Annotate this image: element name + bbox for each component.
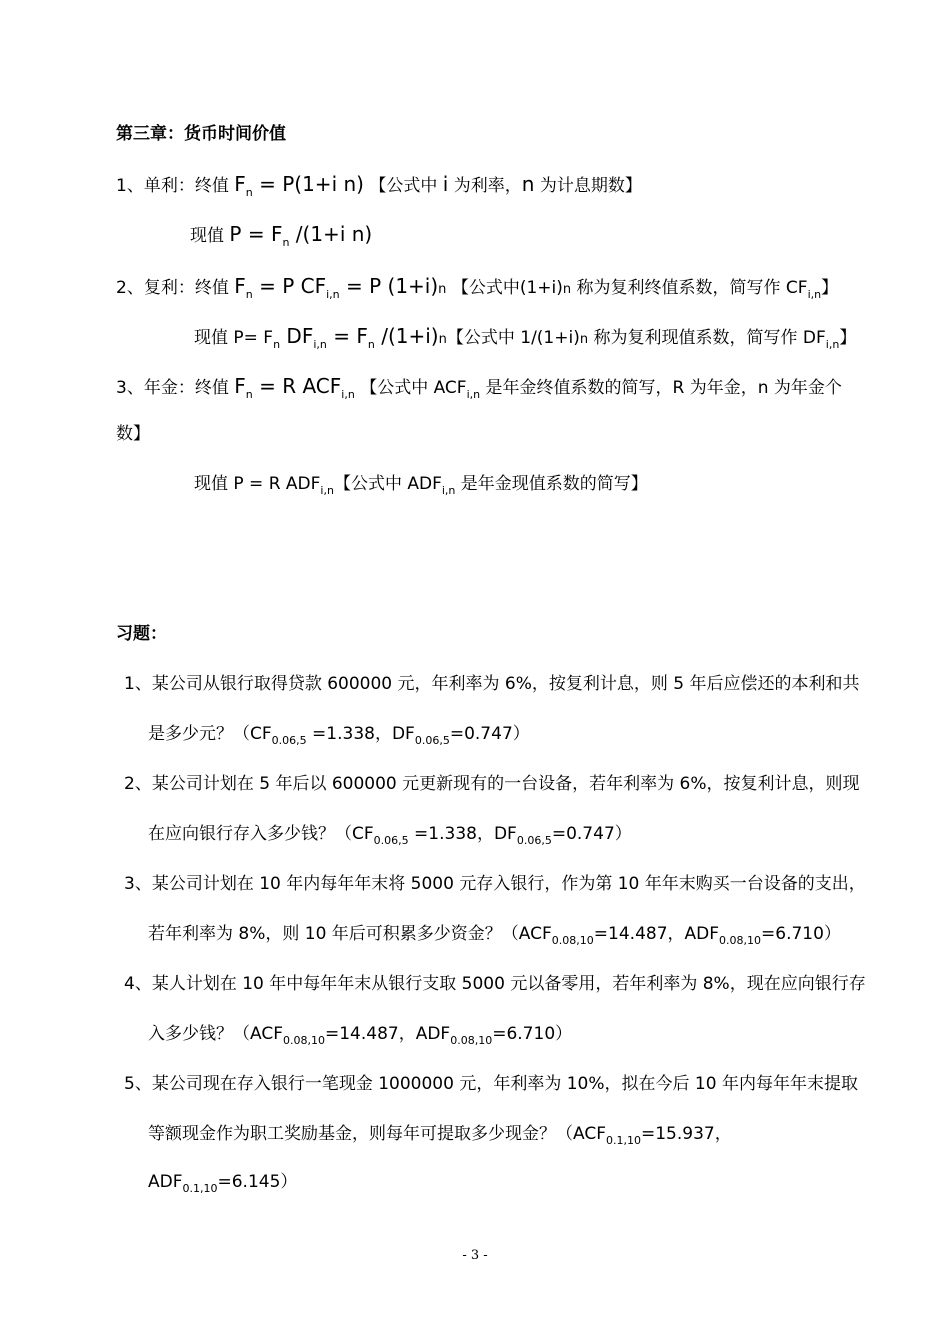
note: 【公式中 ACF	[354, 378, 467, 398]
text: =1.338，DF	[306, 724, 415, 744]
subscript: 0.08,10	[551, 934, 594, 947]
exercise-2-line1: 2、某公司计划在 5 年后以 600000 元更新现有的一台设备，若年利率为 6%，按复利计息，则现	[124, 774, 860, 794]
subscript: n	[245, 186, 253, 199]
text: =14.487，ADF	[324, 1024, 451, 1044]
exponent: n	[579, 332, 589, 347]
subscript: 0.08,10	[719, 934, 762, 947]
note: 】	[839, 328, 857, 348]
note: 称为复利现值系数，简写作 DF	[588, 328, 826, 348]
subscript: 0.06,5	[271, 734, 307, 747]
text: 是多少元？（CF	[148, 724, 272, 744]
exponent: n	[562, 282, 572, 297]
symbol-F: F	[234, 172, 246, 196]
text: =6.145）	[217, 1172, 298, 1192]
subscript: n	[245, 288, 253, 301]
exercise-5-line2	[148, 1120, 732, 1148]
text: =14.487，ADF	[593, 924, 720, 944]
text: =15.937，	[640, 1124, 732, 1144]
formula-simple	[116, 170, 642, 200]
text: =6.710）	[761, 924, 841, 944]
exercise-4-line1: 4、某人计划在 10 年中每年年末从银行支取 5000 元以备零用，若年利率为 8%，现在应向银行存	[124, 974, 866, 994]
text: 在应向银行存入多少钱？（CF	[148, 824, 374, 844]
subscript: i,n	[441, 484, 456, 497]
formula-prefix: 1、单利：终值	[116, 176, 235, 196]
exercise-5-line3	[148, 1168, 297, 1196]
text: =6.710）	[492, 1024, 573, 1044]
formula-eq: = P (1+i)	[339, 274, 439, 298]
subscript: i,n	[320, 484, 334, 497]
note: 【公式中 1/(1+i)	[446, 328, 580, 348]
formula-expr: /(1+i n)	[289, 222, 373, 246]
formula-simple-pv	[190, 220, 372, 250]
subscript: i,n	[466, 388, 481, 401]
formula-prefix: 3、年金：终值	[116, 378, 235, 398]
note: 【公式中(1+i)	[446, 278, 563, 298]
text: 入多少钱？（ACF	[148, 1024, 283, 1044]
text: 若年利率为 8%，则 10 年后可积累多少资金？（ACF	[148, 924, 552, 944]
symbol-n: n	[521, 172, 535, 196]
subscript: n	[245, 388, 253, 401]
exercise-1-line1: 1、某公司从银行取得贷款 600000 元，年利率为 6%，按复利计息，则 5 年后应偿还的本利和共	[124, 674, 860, 694]
formula-eq: = P	[252, 172, 295, 196]
exercises-title: 习题：	[116, 624, 167, 644]
subscript: i,n	[825, 338, 840, 351]
text: ADF	[148, 1172, 183, 1192]
text: =1.338，DF	[408, 824, 517, 844]
pv-label: 现值 P= F	[194, 328, 274, 348]
text: =0.747）	[551, 824, 632, 844]
exercise-1-line2	[148, 720, 530, 748]
subscript: n	[282, 236, 290, 249]
note: 为利率，	[448, 176, 522, 196]
formula-compound	[116, 272, 838, 304]
exponent: n	[438, 332, 447, 347]
formula-eq: = R ACF	[252, 374, 342, 398]
formula-prefix: 2、复利：终值	[116, 278, 235, 298]
note: 是年金现值系数的简写】	[455, 474, 648, 494]
note: 称为复利终值系数，简写作 CF	[571, 278, 808, 298]
symbol-i: i	[442, 172, 449, 196]
note: 【公式中	[369, 176, 443, 196]
subscript: i,n	[326, 288, 340, 301]
subscript: i,n	[313, 338, 327, 351]
text: =0.747）	[449, 724, 530, 744]
symbol-F: F	[234, 374, 246, 398]
page-number: - 3 -	[462, 1248, 488, 1263]
subscript: 0.1,10	[182, 1182, 218, 1195]
formula-expr: (1+i n)	[294, 172, 364, 196]
note: 为计息期数】	[534, 176, 642, 196]
formula-eq: = F	[326, 324, 368, 348]
symbol-F: F	[234, 274, 246, 298]
formula-annuity-pv	[194, 470, 648, 498]
text: 等额现金作为职工奖励基金，则每年可提取多少现金？（ACF	[148, 1124, 606, 1144]
note: 【公式中 ADF	[333, 474, 442, 494]
exercise-2-line2	[148, 820, 632, 848]
subscript: 0.08,10	[282, 1034, 325, 1047]
formula-eq: DF	[280, 324, 314, 348]
exercise-3-line2	[148, 920, 841, 948]
subscript: 0.06,5	[373, 834, 409, 847]
subscript: i,n	[341, 388, 355, 401]
subscript: 0.06,5	[516, 834, 552, 847]
exercise-3-line1: 3、某公司计划在 10 年内每年年末将 5000 元存入银行，作为第 10 年年末购买一台设备的支出，	[124, 874, 866, 894]
subscript: 0.08,10	[450, 1034, 493, 1047]
note: 】	[821, 278, 839, 298]
exponent: n	[438, 282, 447, 297]
formula-expr: /(1+i)	[374, 324, 439, 348]
formula-eq: P = F	[229, 222, 283, 246]
exercise-5-line1: 5、某公司现在存入银行一笔现金 1000000 元，年利率为 10%，拟在今后 10 年内每年年末提取	[124, 1074, 858, 1094]
formula-annuity	[116, 372, 842, 402]
pv-label: 现值	[190, 226, 230, 246]
subscript: 0.1,10	[605, 1134, 641, 1147]
pv-label: 现值 P = R ADF	[194, 474, 321, 494]
note: 是年金终值系数的简写，R 为年金，n 为年金个	[480, 378, 842, 398]
subscript: 0.06,5	[414, 734, 450, 747]
subscript: n	[273, 338, 281, 351]
formula-annuity-wrap: 数】	[116, 424, 150, 444]
exercise-4-line2	[148, 1020, 572, 1048]
formula-compound-pv	[194, 322, 856, 354]
subscript: i,n	[807, 288, 822, 301]
chapter-title: 第三章：货币时间价值	[116, 124, 286, 144]
formula-eq: = P CF	[252, 274, 327, 298]
subscript: n	[367, 338, 375, 351]
